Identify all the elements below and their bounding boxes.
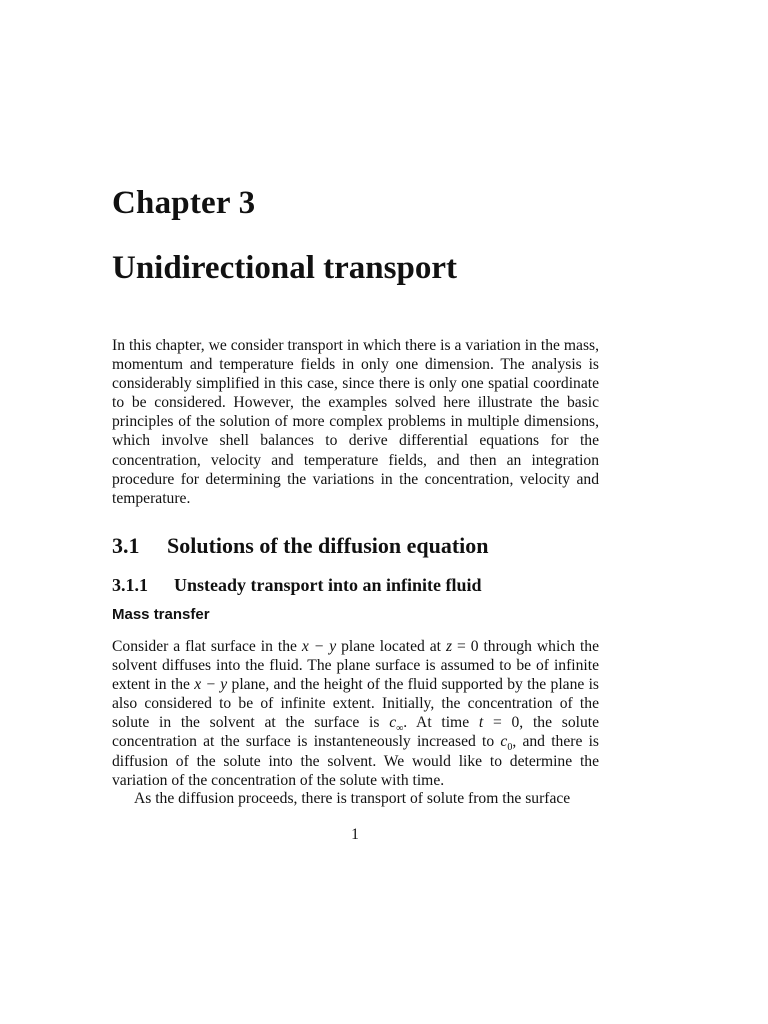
subsection-number: 3.1.1 [112, 575, 148, 595]
subsection-heading [112, 575, 482, 596]
math-c-infinity: c [389, 714, 397, 732]
text-run: . At time [403, 714, 479, 732]
math-x-y-plane: x − y [301, 638, 337, 655]
page-number: 1 [351, 826, 359, 843]
section-title: Solutions of the diffusion equation [167, 533, 489, 558]
text-run: , and there is diffusion of the solute into the solvent. We would like to determine the variation of the concentration of the solute with time. [112, 733, 599, 789]
text-run: plane, and the height of the fluid supported by the plane is also considered to be of infinite extent. Initially, the concentration of the solute in the solvent at the surface is [112, 676, 600, 732]
math-x-y-plane: x − y [194, 676, 228, 694]
text-run: = 0 through which the solvent diffuses into the fluid. The plane surface is assumed to be of infinite extent in the [112, 638, 600, 694]
math-t: t [478, 714, 484, 732]
math-z: z [445, 638, 453, 655]
section-heading [112, 533, 489, 559]
chapter-label: Chapter 3 [112, 185, 256, 221]
math-subscript-infinity: ∞ [396, 723, 404, 735]
text-run: = 0, the solute concentration at the surface is instanteneously increased to [112, 714, 600, 751]
mass-transfer-paragraph [112, 637, 599, 790]
paragraph-heading: Mass transfer [112, 606, 210, 623]
text-run: plane located at [336, 638, 446, 655]
section-number: 3.1 [112, 533, 140, 558]
math-c-zero: c [500, 733, 508, 751]
text-run: Consider a flat surface in the [112, 638, 302, 655]
intro-paragraph: In this chapter, we consider transport in which there is a variation in the mass, momentum and temperature fields in only one dimension. The analysis is considerably simplified in this case, since there is only one spatial coordinate to be considered. However, the examples solved here illustrate the basic principles of the solution of more complex problems in multiple dimensions, which involve shell balances to derive differential equations for the concentration, velocity and temperature fields, and then an integration procedure for determining the variations in the concentration, velocity and temperature. [112, 337, 599, 507]
chapter-title: Unidirectional transport [112, 250, 457, 286]
math-subscript-zero: 0 [507, 742, 513, 754]
continuation-paragraph: As the diffusion proceeds, there is transport of solute from the surface [134, 790, 571, 807]
subsection-title: Unsteady transport into an infinite fluid [174, 575, 482, 595]
